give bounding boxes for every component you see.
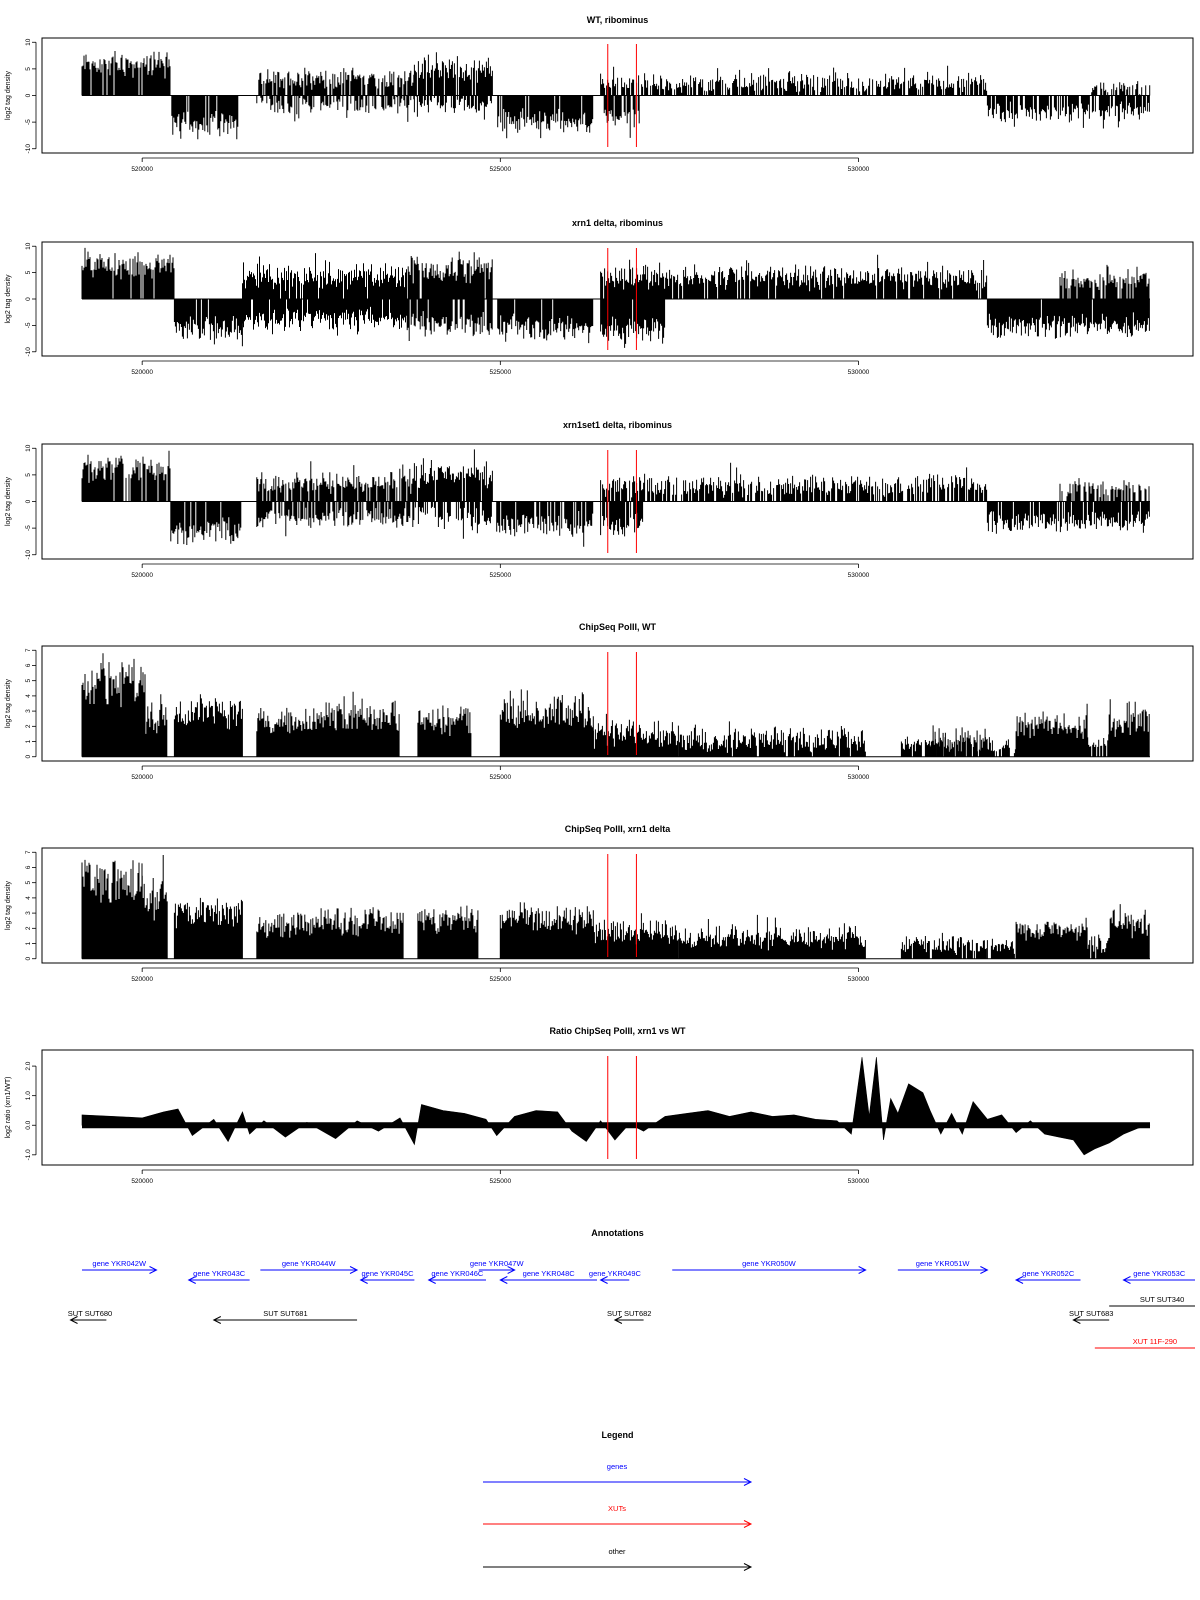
y-tick-label: 5: [25, 678, 32, 683]
y-tick-label: 1: [25, 739, 32, 744]
y-tick-label: 3: [25, 911, 32, 915]
y-tick-label: -10: [25, 144, 32, 154]
y-tick-label: 0: [25, 956, 32, 961]
legend-label: XUTs: [608, 1504, 626, 1513]
signal-segment: [498, 96, 593, 139]
feature-other: [68, 1309, 112, 1324]
y-tick-label: -5: [25, 119, 32, 126]
feature-label: gene YKR049C: [588, 1269, 641, 1278]
data-marks: [82, 248, 1150, 348]
y-tick-label: 1: [25, 941, 32, 946]
signal-segment: [1088, 935, 1109, 959]
signal-segment: [987, 96, 1149, 129]
y-tick-label: 5: [25, 67, 32, 71]
signal-segment: [415, 502, 491, 539]
signal-segment: [1016, 704, 1087, 757]
y-axis-label: log2 tag density: [5, 880, 12, 931]
feature-gene: [898, 1259, 988, 1274]
legend: [483, 1430, 751, 1571]
x-tick-label: 530000: [847, 166, 870, 173]
x-tick-label: 520000: [131, 1178, 154, 1185]
y-tick-label: 3: [25, 709, 32, 713]
x-tick-label: 530000: [847, 572, 870, 579]
feature-label: gene YKR052C: [1022, 1269, 1075, 1278]
x-tick-label: 530000: [847, 976, 870, 983]
signal-segment: [1109, 699, 1149, 756]
feature-gene: [672, 1259, 865, 1274]
signal-segment: [601, 463, 987, 502]
signal-segment: [257, 708, 314, 757]
data-marks: [82, 653, 1150, 756]
signal-segment: [142, 855, 167, 959]
x-tick-label: 525000: [489, 572, 512, 579]
signal-segment: [257, 96, 414, 122]
feature-label: gene YKR050W: [742, 1259, 796, 1268]
data-marks: [82, 51, 1150, 139]
signal-segment: [82, 451, 170, 502]
feature-label: XUT 11F-290: [1132, 1337, 1178, 1346]
signal-segment: [408, 252, 492, 299]
y-tick-label: -5: [25, 322, 32, 329]
signal-segment: [500, 689, 593, 756]
x-tick-label: 520000: [131, 572, 154, 579]
legend-item-xut: [483, 1504, 751, 1528]
signal-segment: [407, 299, 492, 341]
x-tick-label: 525000: [489, 976, 512, 983]
feature-label: SUT SUT682: [607, 1309, 652, 1318]
data-marks: [82, 1057, 1150, 1155]
signal-segment: [418, 706, 471, 757]
panel-6: [5, 1026, 1193, 1185]
signal-segment: [82, 653, 145, 756]
y-tick-label: 10: [25, 444, 32, 452]
signal-segment: [593, 714, 678, 757]
feature-label: gene YKR043C: [193, 1269, 246, 1278]
y-tick-label: 7: [25, 850, 32, 855]
signal-segment: [174, 898, 242, 959]
signal-segment: [604, 96, 639, 138]
ratio-area: [82, 1057, 1150, 1155]
signal-segment: [314, 692, 399, 757]
signal-segment: [601, 255, 987, 299]
x-tick-label: 525000: [489, 369, 512, 376]
data-marks: [82, 855, 1150, 959]
feature-gene: [82, 1259, 156, 1274]
signal-segment: [901, 933, 986, 959]
feature-other: [607, 1309, 651, 1324]
y-tick-label: -10: [25, 347, 32, 357]
legend-item-gene: [483, 1462, 751, 1486]
signal-segment: [243, 299, 407, 336]
y-tick-label: 2: [25, 724, 32, 729]
y-tick-label: 10: [25, 242, 32, 250]
signal-segment: [243, 253, 407, 299]
y-tick-label: 7: [25, 648, 32, 653]
y-axis-label: log2 tag density: [5, 476, 12, 527]
y-tick-label: 2: [25, 926, 32, 931]
signal-segment: [414, 96, 491, 120]
y-tick-label: 1.0: [25, 1091, 32, 1101]
y-tick-label: 0: [25, 499, 32, 504]
feature-gene: [1016, 1269, 1080, 1284]
x-tick-label: 530000: [847, 369, 870, 376]
panel-title: xrn1set1 delta, ribominus: [562, 420, 673, 430]
panel-title: ChipSeq PolII, WT: [579, 622, 656, 632]
x-tick-label: 525000: [489, 1178, 512, 1185]
signal-segment: [497, 502, 593, 547]
signal-segment: [82, 51, 170, 96]
signal-segment: [1016, 918, 1087, 959]
x-tick-label: 520000: [131, 976, 154, 983]
annotations-track: [68, 1228, 1195, 1348]
y-axis-label: log2 tag density: [5, 70, 12, 121]
signal-segment: [259, 68, 414, 96]
y-tick-label: 0: [25, 93, 32, 98]
y-tick-label: 6: [25, 865, 32, 870]
signal-segment: [414, 52, 492, 95]
signal-segment: [500, 902, 593, 959]
legend-item-other: [483, 1547, 751, 1571]
feature-label: gene YKR044W: [281, 1259, 336, 1268]
feature-label: gene YKR046C: [431, 1269, 484, 1278]
feature-other: [1109, 1295, 1195, 1306]
signal-segment: [987, 737, 1015, 757]
legend-label: other: [608, 1547, 626, 1556]
y-tick-label: -5: [25, 525, 32, 532]
signal-segment: [679, 721, 865, 756]
legend-title: Legend: [601, 1430, 634, 1440]
signal-segment: [1092, 81, 1150, 95]
feature-label: SUT SUT680: [67, 1309, 113, 1318]
x-tick-label: 530000: [847, 774, 870, 781]
signal-segment: [987, 939, 1014, 959]
signal-segment: [593, 913, 678, 959]
signal-segment: [601, 66, 987, 96]
signal-segment: [679, 915, 865, 959]
signal-segment: [82, 860, 142, 959]
feature-gene: [189, 1269, 250, 1284]
signal-segment: [1060, 265, 1149, 299]
signal-segment: [82, 248, 174, 299]
y-tick-label: 4: [25, 896, 32, 900]
y-axis-label: log2 tag density: [5, 678, 12, 729]
panel-5: [5, 824, 1193, 983]
feature-xut: [1095, 1337, 1195, 1348]
feature-label: gene YKR045C: [361, 1269, 414, 1278]
signal-segment: [930, 725, 987, 756]
x-tick-label: 520000: [131, 774, 154, 781]
y-tick-label: -10: [25, 550, 32, 560]
feature-label: SUT SUT683: [1069, 1309, 1114, 1318]
annotations-title: Annotations: [591, 1228, 644, 1238]
x-tick-label: 530000: [847, 1178, 870, 1185]
feature-label: SUT SUT340: [1139, 1295, 1185, 1304]
feature-other: [214, 1309, 357, 1324]
signal-segment: [601, 299, 665, 348]
feature-label: gene YKR053C: [1133, 1269, 1186, 1278]
signal-segment: [257, 913, 314, 959]
panel-title: xrn1 delta, ribominus: [571, 218, 664, 228]
signal-segment: [146, 694, 167, 757]
panel-title: Ratio ChipSeq PolII, xrn1 vs WT: [549, 1026, 686, 1036]
y-tick-label: 0.0: [25, 1120, 32, 1130]
panel-title: WT, ribominus: [586, 15, 649, 25]
signal-segment: [314, 907, 403, 959]
feature-gene: [589, 1269, 642, 1284]
panel-3: [5, 420, 1193, 579]
feature-gene: [429, 1269, 486, 1284]
panel-1: [5, 15, 1193, 173]
x-tick-label: 525000: [489, 774, 512, 781]
signal-segment: [1088, 734, 1109, 756]
feature-label: gene YKR048C: [522, 1269, 575, 1278]
y-tick-label: 0: [25, 754, 32, 759]
signal-segment: [987, 502, 1149, 534]
y-tick-label: 5: [25, 473, 32, 477]
y-tick-label: 6: [25, 663, 32, 668]
plot-frame: [42, 1050, 1193, 1165]
signal-segment: [174, 694, 242, 756]
panel-title: ChipSeq PolII, xrn1 delta: [564, 824, 671, 834]
y-tick-label: -1.0: [25, 1149, 32, 1161]
ratio-baseline-band: [82, 1122, 1150, 1128]
feature-gene: [361, 1269, 415, 1284]
signal-segment: [498, 299, 593, 343]
feature-other: [1069, 1309, 1113, 1324]
feature-label: gene YKR051W: [915, 1259, 970, 1268]
signal-segment: [1060, 478, 1149, 501]
signal-segment: [257, 461, 414, 501]
x-tick-label: 525000: [489, 166, 512, 173]
signal-segment: [418, 906, 478, 959]
y-axis-label: log2 tag density: [5, 274, 12, 324]
legend-label: genes: [606, 1462, 628, 1471]
y-axis-label: log2 ratio (xrn1/WT): [5, 1076, 12, 1139]
signal-segment: [414, 449, 492, 501]
feature-gene: [260, 1259, 357, 1274]
x-tick-label: 520000: [131, 166, 154, 173]
panel-4: [5, 622, 1193, 781]
signal-segment: [172, 96, 238, 140]
feature-label: gene YKR047W: [469, 1259, 524, 1268]
feature-label: SUT SUT681: [263, 1309, 308, 1318]
feature-gene: [500, 1269, 597, 1284]
y-tick-label: 0: [25, 297, 32, 301]
y-tick-label: 5: [25, 270, 32, 275]
feature-label: gene YKR042W: [92, 1259, 147, 1268]
y-tick-label: 10: [25, 38, 32, 46]
signal-segment: [171, 502, 241, 546]
panel-2: [5, 218, 1193, 376]
signal-segment: [1109, 904, 1149, 959]
signal-segment: [987, 299, 1149, 339]
signal-segment: [174, 299, 242, 346]
y-tick-label: 5: [25, 880, 32, 885]
signal-segment: [257, 502, 414, 537]
feature-gene: [1123, 1269, 1195, 1284]
y-tick-label: 4: [25, 694, 32, 698]
data-marks: [82, 449, 1150, 546]
x-tick-label: 520000: [131, 369, 154, 376]
y-tick-label: 2.0: [25, 1061, 32, 1071]
